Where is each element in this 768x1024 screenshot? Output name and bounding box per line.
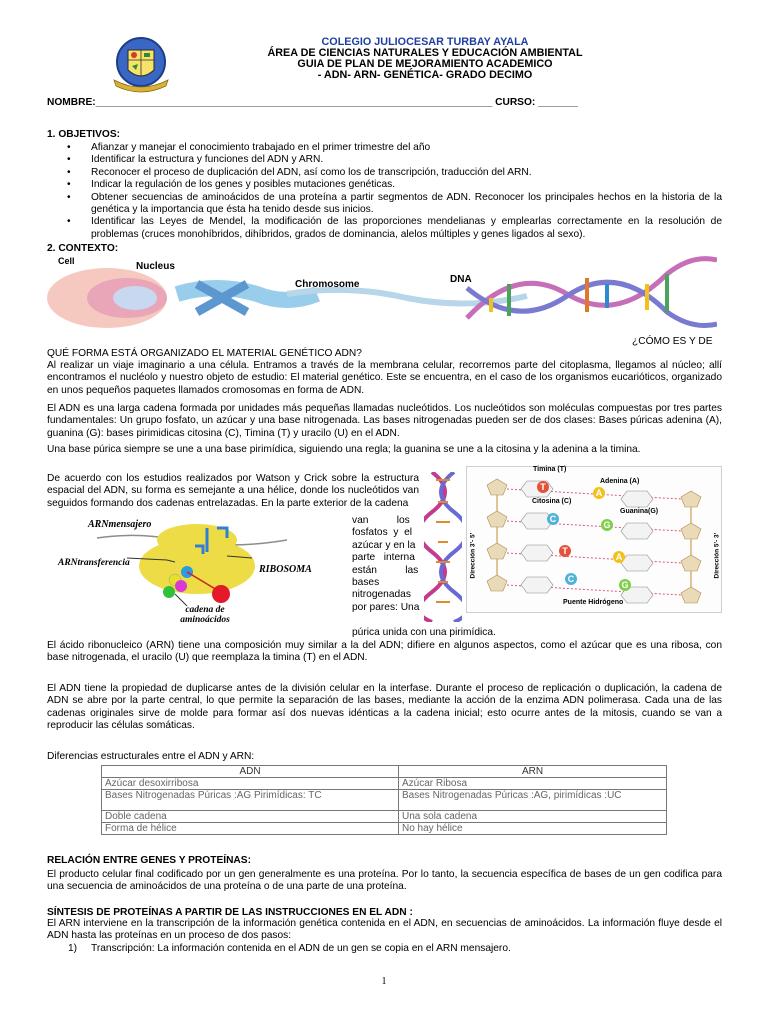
label-puente-hidrogeno: Puente Hidrógeno (563, 599, 624, 606)
context-paragraph-3: Una base púrica siempre se une a una base pirimídica, siguiendo una regla; la guanina se une a la citosina y la adenina a la timina. (47, 444, 641, 455)
base-label: A (595, 488, 603, 498)
step-transcription: Transcripción: La información contenida en el ADN de un gen se copia en el ARN mensajero. (91, 943, 511, 954)
column-line: nitrogenadas (352, 589, 411, 601)
label-chromosome: Chromosome (295, 279, 360, 290)
area-title: ÁREA DE CIENCIAS NATURALES Y EDUCACIÓN AMBIENTAL (267, 47, 583, 59)
question-right-part: ¿CÓMO ES Y DE (632, 336, 713, 347)
objective-item: • Identificar las Leyes de Mendel, la modificación de las proporciones mendelianas y emplearlas correctamente en la resolución de problemas (cruces monohíbridos, dihíbridos, grados de dominancia, alelos múltiples y genes ligados al sexo). (47, 216, 722, 241)
table-header-cell: ADN (102, 766, 399, 778)
column-line: por pares: Una (352, 601, 420, 613)
genes-paragraph: El producto celular final codificado por un gen generalmente es una proteína. Por lo tanto, la secuencia específica de bases de un gen codifica para una secuencia de aminoácidos de una proteína o de una parte de una proteína. (47, 869, 722, 893)
base-label: A (615, 552, 623, 562)
table-header-cell: ARN (399, 766, 667, 778)
table-row (102, 811, 667, 823)
question-left-part: QUÉ FORMA ESTÁ ORGANIZADO EL MATERIAL GENÉTICO ADN? (47, 348, 362, 359)
label-direction-left: Dirección 3'- 5' (469, 532, 477, 579)
objective-item: • Indicar la regulación de los genes y posibles mutaciones genéticas. (47, 179, 722, 191)
table-row (102, 823, 667, 835)
topic-title: - ADN- ARN- GENÉTICA- GRADO DECIMO (317, 69, 533, 81)
context-paragraph-4-column (352, 515, 419, 614)
objective-item: • Obtener secuencias de aminoácidos de una proteína a partir segmentos de ADN. Reconocer los principales hechos en la historia de la genética y la importancia que ésta ha tenido desde sus inicios. (47, 192, 722, 217)
column-line: van los (352, 515, 410, 526)
label-adenina: Adenina (A) (600, 478, 640, 485)
table-cell: Una sola cadena (399, 811, 667, 823)
context-paragraph-2: El ADN es una larga cadena formada por unidades más pequeñas llamadas nucleótidos. Los nucleótidos son moléculas compuestas por tres partes fundamentales: Un grupo fosfato, un azúcar y una base nitrogenada. Las bases nitrogenadas pueden ser de dos clases: Bases púricas adenina (A), guanina (G): bases pirimidicas citosina (C), Timina (T) y uracilo (U) en el ADN. (47, 403, 722, 439)
table-cell: Bases Nitrogenadas Púricas :AG, pirimídicas :UC (399, 790, 667, 811)
synthesis-title: SÍNTESIS DE PROTEÍNAS A PARTIR DE LAS INSTRUCCIONES EN EL ADN : (47, 907, 413, 918)
table-cell: Bases Nitrogenadas Púricas :AG Pirimídicas: TC (102, 790, 399, 811)
table-cell: No hay hélice (399, 823, 667, 835)
table-cell: Doble cadena (102, 811, 399, 823)
school-name: COLEGIO JULIOCESAR TURBAY AYALA (321, 36, 529, 48)
objectives-list (47, 142, 722, 241)
genes-title: RELACIÓN ENTRE GENES Y PROTEÍNAS: (47, 855, 251, 866)
column-line: están las (352, 564, 419, 576)
label-direction-right: Dirección 5'- 3' (713, 532, 721, 579)
guide-title: GUIA DE PLAN DE MEJORAMIENTO ACADEMICO (297, 58, 553, 70)
column-line: azúcar y en la (352, 539, 416, 551)
table-cell: Azúcar Ribosa (399, 778, 667, 790)
name-course-line: NOMBRE:______________________________________________________________________ CURSO: _______ (47, 97, 578, 108)
label-nucleus: Nucleus (136, 261, 175, 272)
table-cell: Forma de hélice (102, 823, 399, 835)
base-label: C (567, 574, 575, 584)
label-cell: Cell (58, 256, 75, 266)
table-caption: Diferencias estructurales entre el ADN y ARN: (47, 751, 255, 762)
context-paragraph-4-end: púrica unida con una pirimídica. (352, 627, 496, 638)
label-ribosoma: RIBOSOMA (259, 564, 312, 575)
synthesis-paragraph: El ARN interviene en la transcripción de la información genética contenida en el ADN, en secuencias de aminoácidos. La información fluye desde el ADN hasta las proteínas en un proceso de dos pasos: (47, 918, 722, 942)
label-cadena-line-1: cadena de (185, 605, 225, 615)
label-dna: DNA (450, 274, 472, 285)
column-line: fosfatos y el (352, 527, 413, 539)
context-paragraph-5: El ácido ribonucleico (ARN) tiene una composición muy similar a la del ADN; difiere en algunos aspectos, como el azúcar que es una ribosa, con base nitrogenada, el uracilo (U) que reemplaza la timina (T) en el ADN. (47, 640, 722, 664)
label-citosina: Citosina (C) (532, 498, 572, 505)
base-label: T (562, 546, 568, 556)
table-row (102, 778, 667, 790)
base-label: C (549, 514, 557, 524)
objective-item: • Reconocer el proceso de duplicación del ADN, así como los de transcripción, traducción del ARN. (47, 167, 722, 179)
label-timina: Timina (T) (533, 466, 567, 473)
context-paragraph-6: El ADN tiene la propiedad de duplicarse antes de la división celular en la interfase. Durante el proceso de replicación o duplicación, la cadena de ADN se abre por la parte central, lo que permite la separación de las bases, mediante la acción de la enzima ADN polimerasa. Cada una de las cadenas originales sirve de molde para formar así dos nuevas idénticas a la cadena inicial; esto ocurre antes de la mitosis, cuando se van a reproducir las células somáticas. (47, 683, 722, 732)
context-paragraph-4: De acuerdo con los estudios realizados por Watson y Crick sobre la estructura espacial del ADN, su forma es semejante a una hélice, donde los nucleótidos van seguidos formando dos cadenas entrelazadas. En la parte exterior de la cadena (47, 473, 419, 509)
page-number: 1 (381, 976, 387, 987)
table-cell: Azúcar desoxirribosa (102, 778, 399, 790)
label-cadena-aminoacidos (165, 605, 245, 625)
step-number: 1) (68, 943, 78, 954)
table-header-row (102, 766, 667, 778)
context-title: 2. CONTEXTO: (47, 243, 119, 254)
label-arn-mensajero: ARNmensajero (88, 519, 152, 530)
base-label: G (621, 580, 629, 590)
label-arn-transferencia: ARNtransferencia (58, 558, 130, 568)
base-label: T (540, 482, 546, 492)
column-line: parte interna (352, 552, 415, 564)
objective-item: • Identificar la estructura y funciones del ADN y ARN. (47, 154, 722, 166)
dna-helix-illustration (424, 472, 462, 622)
label-cadena-line-2: aminoácidos (180, 615, 230, 625)
school-logo (108, 36, 174, 98)
context-paragraph-1: Al realizar un viaje imaginario a una célula. Entramos a través de la membrana celular, recorremos parte del citoplasma, llegamos al núcleo; allí encontramos el nucléolo y nuestro objeto de estudio: El material genético. Este se encuentra, en el caso de los organismos eucarióticos, organizado en unos pequeños paquetes llamados cromosomas en forma de ADN. (47, 360, 722, 396)
label-guanina: Guanina(G) (620, 508, 659, 515)
objective-item: • Afianzar y manejar el conocimiento trabajado en el primer trimestre del año (47, 142, 722, 154)
table-row (102, 790, 667, 811)
dna-base-pair-figure (466, 466, 722, 613)
column-line: bases (352, 577, 380, 589)
adn-arn-differences-table (101, 765, 667, 835)
objectives-title: 1. OBJETIVOS: (47, 129, 121, 140)
base-label: G (603, 520, 611, 530)
